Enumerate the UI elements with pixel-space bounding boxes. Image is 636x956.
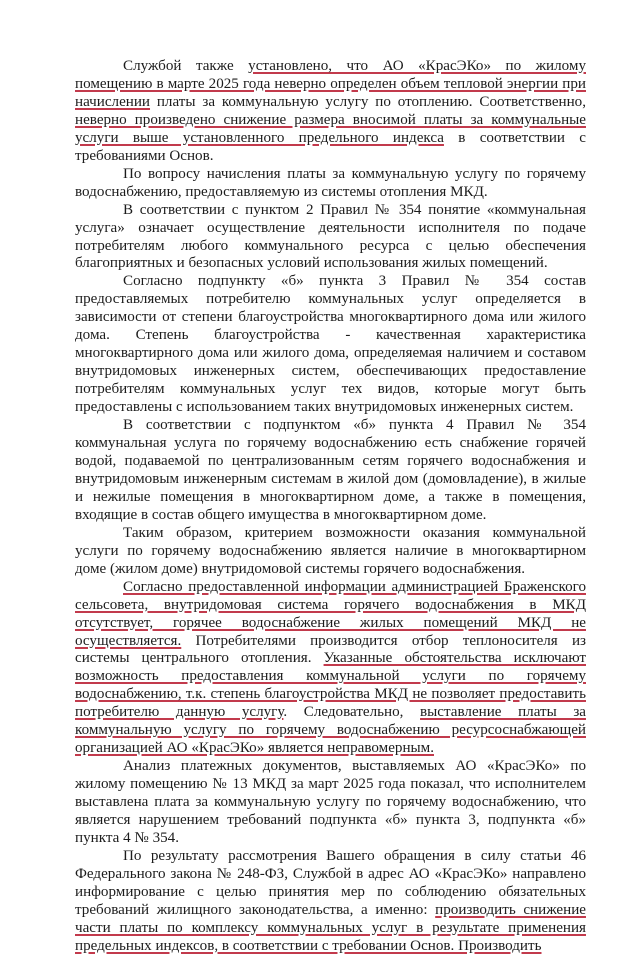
text-segment: . Следовательно, [283, 704, 421, 721]
text-segment: в соответствии с требованиями Основ. [75, 129, 586, 164]
text-segment: Таким образом, критерием возможности оказания коммунальной услуги по горячему водоснабжению является наличие в многоквартирном доме (жилом доме) внутридомовой системы горячего водоснабжения. [75, 524, 586, 577]
paragraph-6 [75, 525, 586, 579]
paragraph-2 [75, 166, 586, 202]
text-segment: В соответствии с подпунктом «б» пункта 4 Правил № 354 коммунальная услуга по горячему водоснабжению есть снабжение горячей водой, подаваемой по централизованным сетям горячего водоснабжения и внутридомовым инженерным системам в жилой дом (домовладение), в жилые и нежилые помещения в многоквартирном доме, а также в помещения, входящие в состав общего имущества в многоквартирном доме. [75, 417, 586, 523]
text-segment: платы за коммунальную услугу по отоплению. Соответственно, [150, 93, 586, 110]
paragraph-9 [75, 848, 586, 956]
underlined-text: Согласно предоставленной информации администрацией Браженского сельсовета, внутридомовая система горячего водоснабжения в МКД отсутствует, горячее водоснабжение жилых помещений МКД не осуществляется. [75, 578, 586, 649]
paragraph-5 [75, 417, 586, 525]
paragraph-3 [75, 202, 586, 274]
underlined-text: производить снижение части платы по комплексу коммунальных услуг в результате применения предельных индексов, в соответствии с требовании Основ. Производить [75, 901, 586, 954]
text-segment: Согласно подпункту «б» пункта 3 Правил № 354 состав предоставляемых потребителю коммунальных услуг определяется в зависимости от степени благоустройства многоквартирного дома или жилого дома. Степень благоустройства - качественная характеристика многоквартирного дома или жилого дома, определяемая наличием и составом внутридомовых инженерных систем, обеспечивающих предоставление потребителям коммунальных услуг тех видов, которые могут быть предоставлены с использованием таких внутридомовых инженерных систем. [75, 273, 586, 416]
paragraph-8 [75, 758, 586, 848]
underlined-text: неверно произведено снижение размера вносимой платы за коммунальные услуги выше установленного предельного индекса [75, 111, 586, 146]
underlined-text: Указанные обстоятельства исключают возможность предоставления коммунальной услуги по горячему водоснабжению, т.к. степень благоустройства МКД не позволяет предоставить потребителю данную услугу [75, 650, 586, 721]
text-segment: По вопросу начисления платы за коммунальную услугу по горячему водоснабжению, предоставляемую из системы отопления МКД. [75, 165, 586, 200]
text-segment: Анализ платежных документов, выставляемых АО «КрасЭКо» по жилому помещению № 13 МКД за март 2025 года показал, что исполнителем выставлена плата за коммунальную услугу по горячему водоснабжению, что является нарушением требований подпункта «б» пункта 3, подпункта «б» пункта 4 № 354. [75, 758, 586, 846]
text-segment: Службой также [123, 58, 249, 74]
paragraph-4 [75, 273, 586, 417]
underlined-text: выставление платы за коммунальную услугу по горячему водоснабжению ресурсоснабжающей организацией АО «КрасЭКо» является неправомерным. [75, 704, 586, 757]
text-segment: В соответствии с пунктом 2 Правил № 354 понятие «коммунальная услуга» означает осуществление деятельности исполнителя по подаче потребителям любого коммунального ресурса с целью обеспечения благоприятных и безопасных условий использования жилых помещений. [75, 201, 586, 272]
paragraph-1 [75, 58, 586, 166]
underlined-text: установлено, что АО «КрасЭКо» по жилому помещению в марте 2025 года неверно определен объем тепловой энергии при начислении [75, 58, 586, 110]
paragraph-7 [75, 579, 586, 759]
text-segment: Потребителями производится отбор теплоносителя из системы центрального отопления. [75, 632, 586, 667]
document-page [75, 58, 586, 956]
text-segment: По результату рассмотрения Вашего обращения в силу статьи 46 Федерального закона № 248-ФЗ, Службой в адрес АО «КрасЭКо» направлено информирование с целью принятия мер по соблюдению обязательных требований жилищного законодательства, а именно: [75, 847, 586, 918]
